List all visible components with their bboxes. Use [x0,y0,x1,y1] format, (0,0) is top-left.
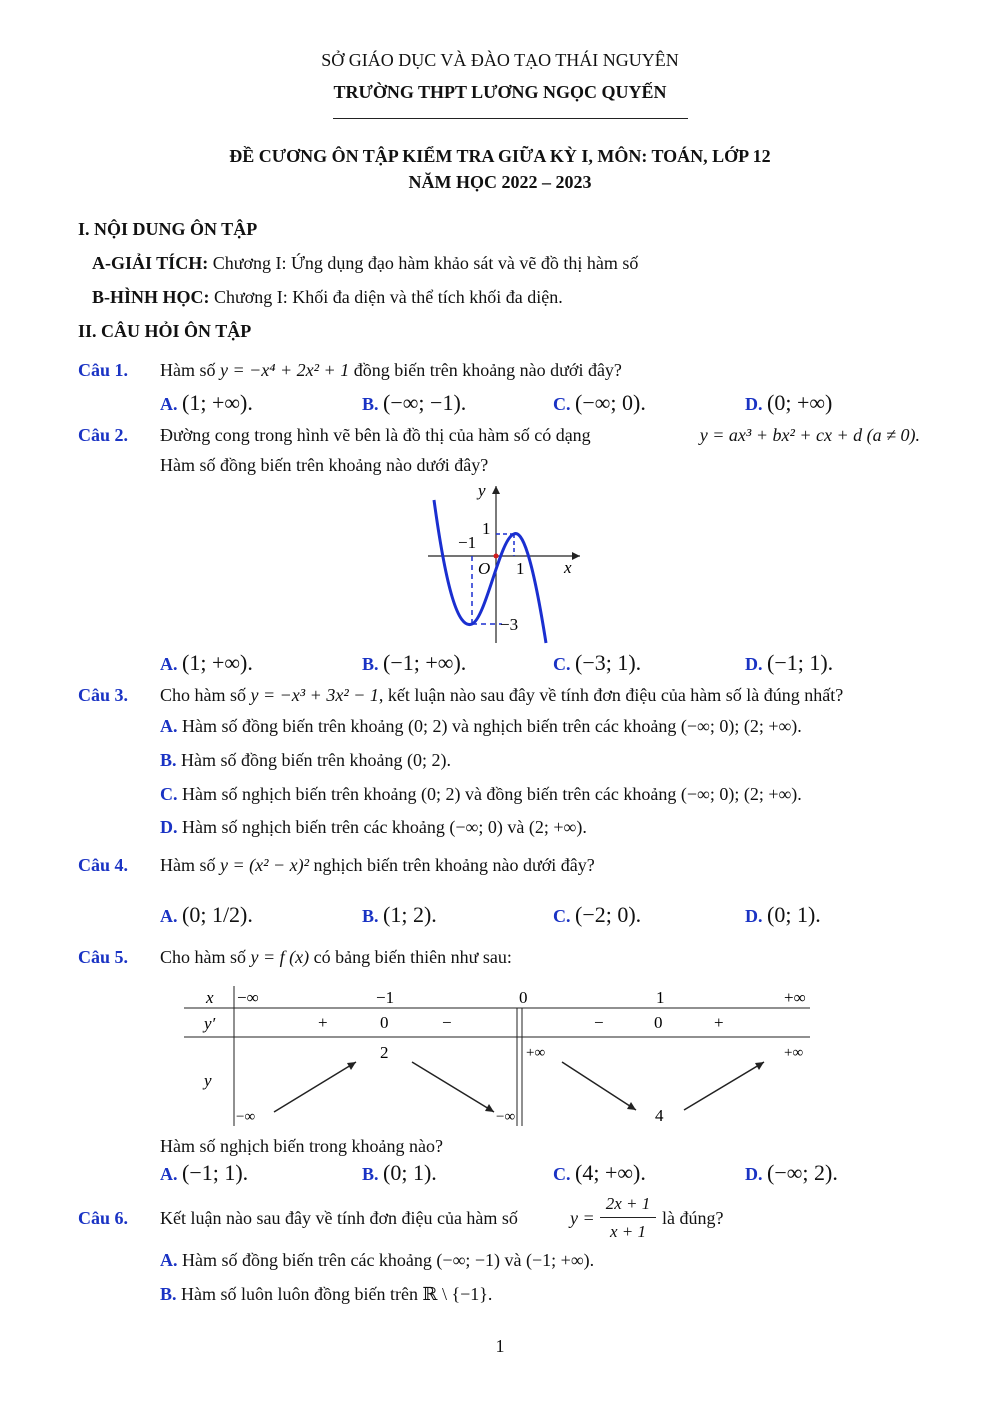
q6-formula-numerator: 2x + 1 [605,1194,651,1213]
section-1-a-text: Chương I: Ứng dụng đạo hàm khảo sát và vẽ đồ thị hàm số [208,253,639,273]
q2-option-a-value: (1; +∞). [182,650,253,675]
q2-line1: Đường cong trong hình vẽ bên là đồ thị của hàm số có dạng [160,425,591,445]
table-y-4: +∞ [526,1045,546,1061]
section-1-b [92,287,563,308]
q5-option-d-value: (−∞; 2). [767,1160,838,1185]
q4-pre: Hàm số [160,855,216,875]
table-x-4: 1 [656,988,665,1007]
q3-option-a-value: Hàm số đồng biến trên khoảng (0; 2) và nghịch biến trên các khoảng (−∞; 0); (2; +∞). [177,716,802,736]
table-x-1: −∞ [237,988,259,1007]
dept-name: SỞ GIÁO DỤC VÀ ĐÀO TẠO THÁI NGUYÊN [321,50,679,70]
q6-pre: Kết luận nào sau đây về tính đơn điệu của hàm số [160,1208,518,1228]
q4-option-a [160,902,253,928]
q6-option-b [160,1284,492,1305]
section-1-a-label: A-GIẢI TÍCH: [92,253,209,273]
q6-post: là đúng? [662,1208,724,1228]
q6-fraction-bar [600,1217,656,1218]
q1-option-c [553,390,646,416]
q2-option-b-value: (−1; +∞). [383,650,467,675]
q1-option-a [160,390,253,416]
q1-option-a-key: A. [160,394,178,414]
q2-label: Câu 2. [78,425,129,445]
q4-label: Câu 4. [78,855,129,875]
q5-option-c-value: (4; +∞). [575,1160,646,1185]
q4-option-a-value: (0; 1/2). [182,902,253,927]
section-1-b-label: B-HÌNH HỌC: [92,287,210,307]
q4-option-d-key: D. [745,906,763,926]
q4-option-b-value: (1; 2). [383,902,437,927]
section-2-heading: II. CÂU HỎI ÔN TẬP [78,321,252,341]
q5-option-b-key: B. [362,1164,379,1184]
q4-stem [160,855,595,876]
q3-option-d-value: Hàm số nghịch biến trên các khoảng (−∞; 0) và (2; +∞). [177,817,587,837]
q1-pre: Hàm số [160,360,216,380]
q5-option-a-value: (−1; 1). [182,1160,249,1185]
q1-option-d-key: D. [745,394,763,414]
graph-x1-label: 1 [516,559,525,578]
q3-pre: Cho hàm số [160,685,247,705]
table-row-y: y [204,1071,212,1090]
q5-option-d-key: D. [745,1164,763,1184]
q2-option-d-value: (−1; 1). [767,650,834,675]
q5-option-b-value: (0; 1). [383,1160,437,1185]
q3-option-d-key: D. [160,817,178,837]
table-sign-3: − [442,1013,452,1032]
graph-y1-label: 1 [482,519,491,538]
q1-option-c-key: C. [553,394,571,414]
graph-y-arrow-icon [492,486,500,494]
q1-option-b-value: (−∞; −1). [383,390,467,415]
q3-stem [160,685,843,706]
q4-formula: y = (x² − x)² [220,855,310,875]
q5-option-a-key: A. [160,1164,178,1184]
q5-formula: y = f (x) [250,947,310,967]
q6-stem [160,1208,518,1229]
school-year: NĂM HỌC 2022 – 2023 [408,172,592,192]
q5-post: có bảng biến thiên như sau: [313,947,512,967]
table-y-6: +∞ [784,1045,804,1061]
q5-question: Hàm số nghịch biến trong khoảng nào? [160,1136,443,1156]
q4-option-a-key: A. [160,906,178,926]
table-arrow-down-1 [412,1062,494,1112]
q1-label: Câu 1. [78,360,129,380]
graph-xneg1-label: −1 [458,533,477,552]
section-1-b-text: Chương I: Khối đa diện và thể tích khối đa diện. [209,287,563,307]
q2-option-d-key: D. [745,654,763,674]
q1-formula: y = −x⁴ + 2x² + 1 [220,360,350,380]
q1-option-b-key: B. [362,394,379,414]
q1-option-c-value: (−∞; 0). [575,390,646,415]
graph-x-label: x [564,558,572,577]
graph-origin-label: O [478,559,491,578]
section-1-a [92,253,638,274]
q4-option-b [362,902,437,928]
q5-pre: Cho hàm số [160,947,247,967]
q6-option-a [160,1250,594,1271]
q3-option-c-value: Hàm số nghịch biến trên khoảng (0; 2) và đồng biến trên các khoảng (−∞; 0); (2; +∞). [177,784,802,804]
table-x-2: −1 [376,988,395,1007]
q1-post: đồng biến trên khoảng nào dưới đây? [353,360,622,380]
doc-title: ĐỀ CƯƠNG ÔN TẬP KIỂM TRA GIỮA KỲ I, MÔN: TOÁN, LỚP 12 [229,146,771,166]
q2-option-c-value: (−3; 1). [575,650,642,675]
q4-option-d [745,902,821,928]
q6-option-b-key: B. [160,1284,177,1304]
q3-label: Câu 3. [78,685,129,705]
q5-stem [160,947,512,968]
q2-option-a-key: A. [160,654,178,674]
q1-option-b [362,390,466,416]
table-sign-1: + [318,1013,328,1032]
q5-variation-table [184,984,814,1130]
table-sign-2: 0 [380,1013,389,1032]
q2-formula: y = ax³ + bx² + cx + d (a ≠ 0). [699,425,920,445]
q3-formula: y = −x³ + 3x² − 1 [250,685,379,705]
q4-option-c-key: C. [553,906,571,926]
table-sign-6: + [714,1013,724,1032]
graph-yneg3-label: −3 [500,615,519,634]
q3-option-d [160,817,587,838]
q2-option-c [553,650,641,676]
q4-option-b-key: B. [362,906,379,926]
q6-formula-denominator: x + 1 [609,1222,647,1241]
q2-line2: Hàm số đồng biến trên khoảng nào dưới đây? [160,455,489,475]
table-arrowhead-down-2-icon [627,1102,636,1110]
q3-option-b [160,750,451,771]
table-x-3: 0 [519,988,528,1007]
graph-y-label: y [478,481,486,500]
q6-label: Câu 6. [78,1208,129,1228]
q2-option-b-key: B. [362,654,379,674]
table-y-1: −∞ [236,1109,256,1125]
q3-option-c-key: C. [160,784,178,804]
table-row-yprime: y′ [204,1014,216,1033]
q3-option-a [160,716,802,737]
q6-option-b-value: Hàm số luôn luôn đồng biến trên ℝ \ {−1}. [176,1284,493,1304]
q5-option-c-key: C. [553,1164,571,1184]
table-x-5: +∞ [784,988,806,1007]
q2-option-b [362,650,466,676]
q3-option-c [160,784,802,805]
table-arrow-up-2 [684,1062,764,1110]
q5-option-d [745,1160,838,1186]
q2-option-a [160,650,253,676]
q2-option-d [745,650,833,676]
q3-option-b-value: Hàm số đồng biến trên khoảng (0; 2). [176,750,451,770]
q6-option-a-key: A. [160,1250,178,1270]
q2-option-c-key: C. [553,654,571,674]
q3-post: , kết luận nào sau đây về tính đơn điệu của hàm số là đúng nhất? [378,685,844,705]
table-y-2: 2 [380,1043,389,1062]
q1-option-d-value: (0; +∞) [767,390,833,415]
table-sign-4: − [594,1013,604,1032]
table-arrow-up-1 [274,1062,356,1112]
table-y-3: −∞ [496,1109,516,1125]
header-divider [333,118,688,119]
table-row-x: x [206,988,214,1007]
table-y-5: 4 [655,1106,664,1125]
q4-option-c [553,902,641,928]
q4-option-d-value: (0; 1). [767,902,821,927]
q2-cubic-graph [420,478,600,648]
q6-option-a-value: Hàm số đồng biến trên các khoảng (−∞; −1) và (−1; +∞). [177,1250,595,1270]
section-1-heading: I. NỘI DUNG ÔN TẬP [78,219,258,239]
q1-option-d [745,390,832,416]
q5-option-c [553,1160,646,1186]
q1-stem [160,360,622,381]
graph-x-arrow-icon [572,552,580,560]
q1-option-a-value: (1; +∞). [182,390,253,415]
q5-option-a [160,1160,248,1186]
graph-origin-dot [494,554,499,559]
q5-label: Câu 5. [78,947,129,967]
q3-option-b-key: B. [160,750,177,770]
table-sign-5: 0 [654,1013,663,1032]
q4-post: nghịch biến trên khoảng nào dưới đây? [313,855,595,875]
q6-formula-lhs: y = [570,1208,595,1228]
q4-option-c-value: (−2; 0). [575,902,642,927]
q5-option-b [362,1160,437,1186]
page-number: 1 [495,1336,505,1356]
q2-stem-line1 [160,425,920,446]
table-arrow-down-2 [562,1062,636,1110]
q3-option-a-key: A. [160,716,178,736]
school-name: TRƯỜNG THPT LƯƠNG NGỌC QUYẾN [333,82,667,102]
